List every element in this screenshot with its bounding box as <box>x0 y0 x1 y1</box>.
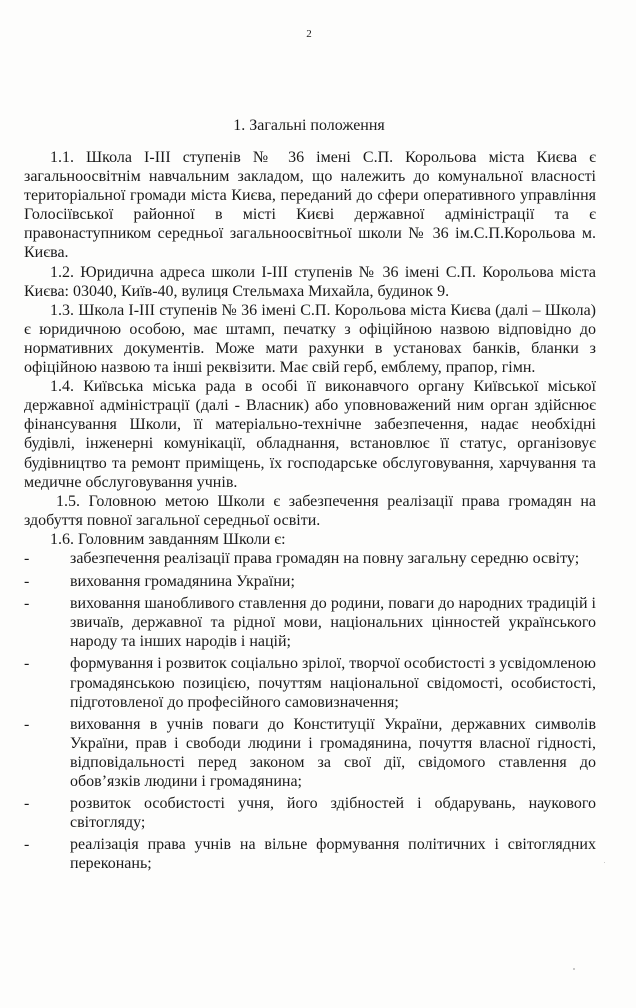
tasks-list <box>24 549 596 874</box>
list-dash: - <box>24 573 30 591</box>
list-dash: - <box>24 795 30 813</box>
list-dash: - <box>24 655 30 673</box>
scan-speck <box>573 968 575 970</box>
section-title: 1. Загальні положення <box>233 117 385 134</box>
list-dash: - <box>24 836 30 854</box>
list-item <box>24 654 596 711</box>
list-dash: - <box>24 715 30 733</box>
scan-speck <box>604 862 605 863</box>
paragraph-1-5: 1.5. Головною метою Школи є забезпечення реалізації права громадян на здобуття повної загальної середньої освіти. <box>24 492 596 529</box>
list-item <box>24 715 596 791</box>
list-item-text: розвиток особистості учня, його здібностей і обдарувань, наукового світогляду; <box>70 795 596 832</box>
list-dash: - <box>24 549 30 567</box>
list-item <box>24 549 596 568</box>
paragraph-1-4: 1.4. Київська міська рада в особі її виконавчого органу Київської міської державної адміністрації (далі - Власник) або уповноважений ним орган здійснює фінансування Школи, її матеріально-технічне забезпечення, надає необхідні будівлі, інженерні комунікації, обладнання, встановлює її статус, організовує будівництво та ремонт приміщень, їх господарське обслуговування, харчування та медичне обслуговування учнів. <box>24 378 596 491</box>
paragraph-1-1: 1.1. Школа I-III ступенів № 36 імені С.П. Корольова міста Києва є загальноосвітнім навчальним закладом, що належить до комунальної власності територіальної громади міста Києва, переданий до сфери оперативного управління Голосіївської районної в місті Києві державної адміністрації та є правонаступником середньої загальноосвітньої школи № 36 ім.С.П.Корольова м. Києва. <box>24 149 596 262</box>
list-item-text: забезпечення реалізації права громадян на повну загальну середню освіту; <box>70 549 580 567</box>
page-number: 2 <box>306 28 312 40</box>
list-dash: - <box>24 595 30 613</box>
list-item <box>24 794 596 832</box>
list-item <box>24 594 596 651</box>
list-item-text: формування і розвиток соціально зрілої, творчої особистості з усвідомленою громадянською позицією, почуттям національної свідомості, особистості, підготовленої до професійного самовизначення; <box>70 655 596 711</box>
list-item <box>24 835 596 873</box>
paragraph-1-3: 1.3. Школа I-III ступенів № 36 імені С.П. Корольова міста Києва (далі – Школа) є юридичною особою, має штамп, печатку з офіційною назвою відповідно до нормативних документів. Може мати рахунки в установах банків, бланки з офіційною назвою та інші реквізити. Має свій герб, емблему, прапор, гімн. <box>24 301 596 377</box>
list-item <box>24 572 596 591</box>
list-item-text: реалізація права учнів на вільне формування політичних і світоглядних переконань; <box>70 836 596 873</box>
paragraph-1-6: 1.6. Головним завданням Школи є: <box>50 530 286 548</box>
document-body <box>24 148 596 873</box>
list-item-text: виховання в учнів поваги до Конституції України, державних символів України, прав і свободи людини і громадянина, почуття власної гідності, відповідальності перед законом за свої дії, свідомого ставлення до обов’язків людини і громадянина; <box>70 715 596 790</box>
list-item-text: виховання шанобливого ставлення до родини, поваги до народних традицій і звичаїв, державної та рідної мови, національних цінностей українського народу та інших народів і націй; <box>70 595 596 651</box>
paragraph-1-2: 1.2. Юридична адреса школи I-III ступенів № 36 імені С.П. Корольова міста Києва: 03040, Київ-40, вулиця Стельмаха Михайла, будинок 9. <box>24 263 596 300</box>
list-item-text: виховання громадянина України; <box>70 573 295 591</box>
